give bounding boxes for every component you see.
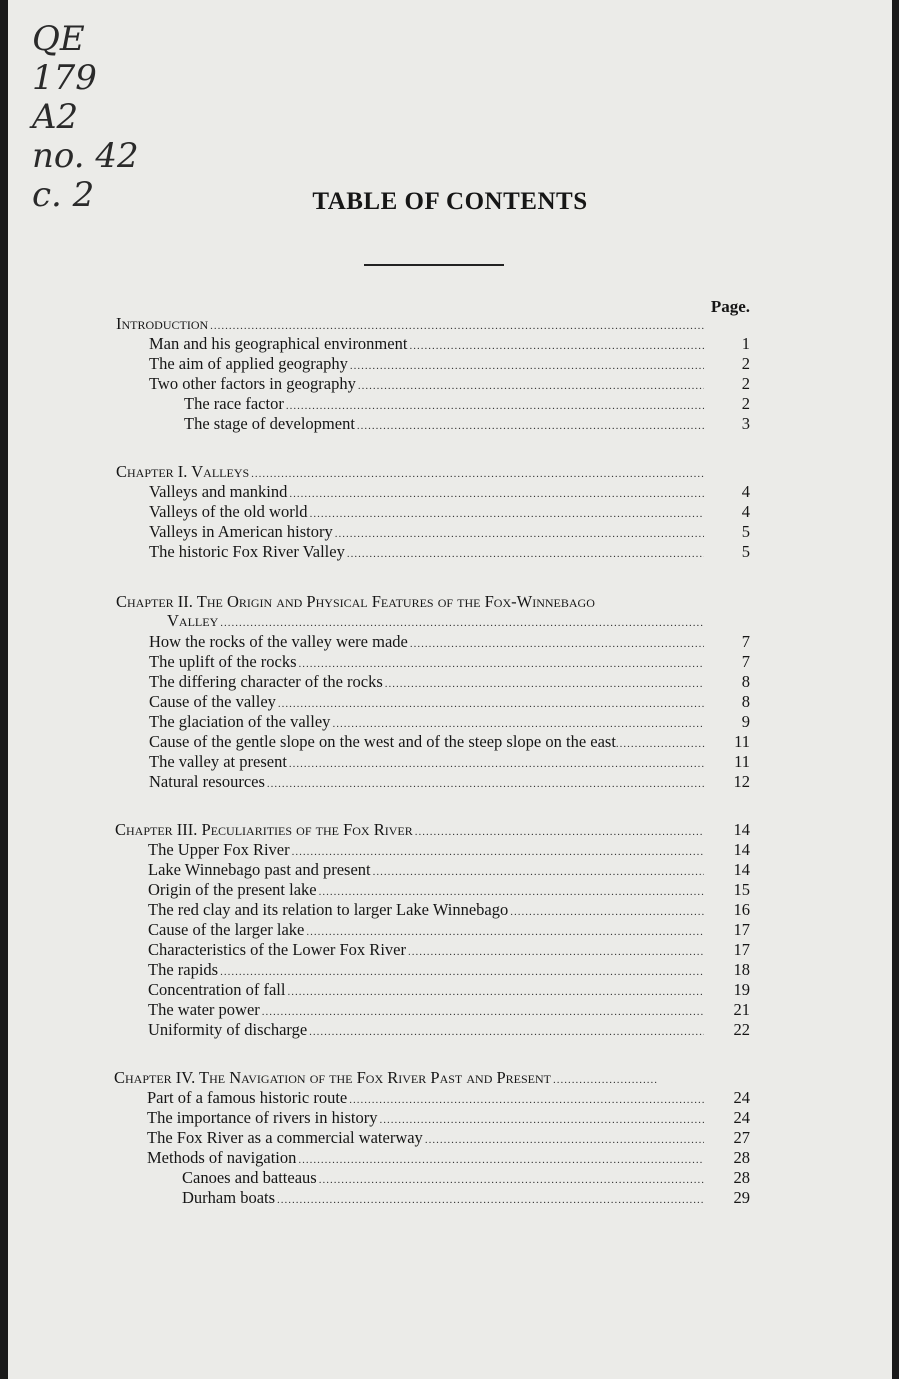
toc-entry: The Fox River as a commercial waterway ..... 27 [147, 1128, 750, 1148]
call-number-line: 179 [32, 58, 97, 98]
document-page [8, 0, 892, 1379]
toc-entry: Characteristics of the Lower Fox River ..... 17 [148, 940, 750, 960]
call-number-line: QE [32, 19, 85, 59]
toc-subentry: Canoes and batteaus ..... 28 [182, 1168, 750, 1188]
toc-entry: The water power ..... 21 [148, 1000, 750, 1020]
toc-entry: The valley at present ..... 11 [149, 752, 750, 772]
toc-chapter-heading-continued: Valley ..... [167, 611, 750, 631]
toc-entry: Natural resources ..... 12 [149, 772, 750, 792]
toc-entry: The uplift of the rocks ..... 7 [149, 652, 750, 672]
toc-entry: How the rocks of the valley were made ..... 7 [149, 632, 750, 652]
call-number-line: A2 [32, 97, 79, 137]
toc-entry: The historic Fox River Valley ..... 5 [149, 542, 750, 562]
toc-subentry: Durham boats ..... 29 [182, 1188, 750, 1208]
toc-entry: The red clay and its relation to larger Lake Winnebago ..... 16 [148, 900, 750, 920]
toc-entry: The rapids ..... 18 [148, 960, 750, 980]
toc-chapter-heading: Chapter III. Peculiarities of the Fox River ..... 14 [115, 820, 750, 840]
toc-entry: Valleys and mankind ..... 4 [149, 482, 750, 502]
toc-chapter-heading: Chapter I. Valleys ..... [116, 462, 750, 482]
page-column-heading: Page. [710, 297, 750, 316]
page-title: TABLE OF CONTENTS [312, 188, 588, 215]
toc-entry: Valleys in American history ..... 5 [149, 522, 750, 542]
toc-chapter-heading: Chapter IV. The Navigation of the Fox River Past and Present ..... [114, 1068, 704, 1088]
toc-entry: Valleys of the old world ..... 4 [149, 502, 750, 522]
toc-entry: The differing character of the rocks ..... 8 [149, 672, 750, 692]
toc-entry: The glaciation of the valley ..... 9 [149, 712, 750, 732]
toc-section-heading: Introduction ..... [116, 314, 750, 334]
toc-entry: Concentration of fall ..... 19 [148, 980, 750, 1000]
toc-entry: Cause of the larger lake ..... 17 [148, 920, 750, 940]
toc-entry: Man and his geographical environment ..... 1 [149, 334, 750, 354]
call-number-line: c. 2 [32, 175, 95, 215]
toc-chapter-heading: Chapter II. The Origin and Physical Features of the Fox-Winnebago [116, 592, 595, 611]
handwritten-call-number [32, 20, 139, 215]
toc-entry: Cause of the valley ..... 8 [149, 692, 750, 712]
toc-entry: The aim of applied geography ..... 2 [149, 354, 750, 374]
toc-entry: The Upper Fox River ..... 14 [148, 840, 750, 860]
title-divider [364, 264, 504, 266]
toc-entry: Lake Winnebago past and present ..... 14 [148, 860, 750, 880]
toc-entry: The importance of rivers in history ..... 24 [147, 1108, 750, 1128]
call-number-line: no. 42 [32, 136, 139, 176]
toc-entry: Part of a famous historic route ..... 24 [147, 1088, 750, 1108]
toc-subentry: The race factor ..... 2 [184, 394, 750, 414]
toc-entry: Origin of the present lake ..... 15 [148, 880, 750, 900]
toc-entry: Methods of navigation ..... 28 [147, 1148, 750, 1168]
toc-entry: Two other factors in geography ..... 2 [149, 374, 750, 394]
toc-entry: Cause of the gentle slope on the west and of the steep slope on the east ..... 11 [149, 732, 750, 752]
toc-entry: Uniformity of discharge ..... 22 [148, 1020, 750, 1040]
toc-subentry: The stage of development ..... 3 [184, 414, 750, 434]
